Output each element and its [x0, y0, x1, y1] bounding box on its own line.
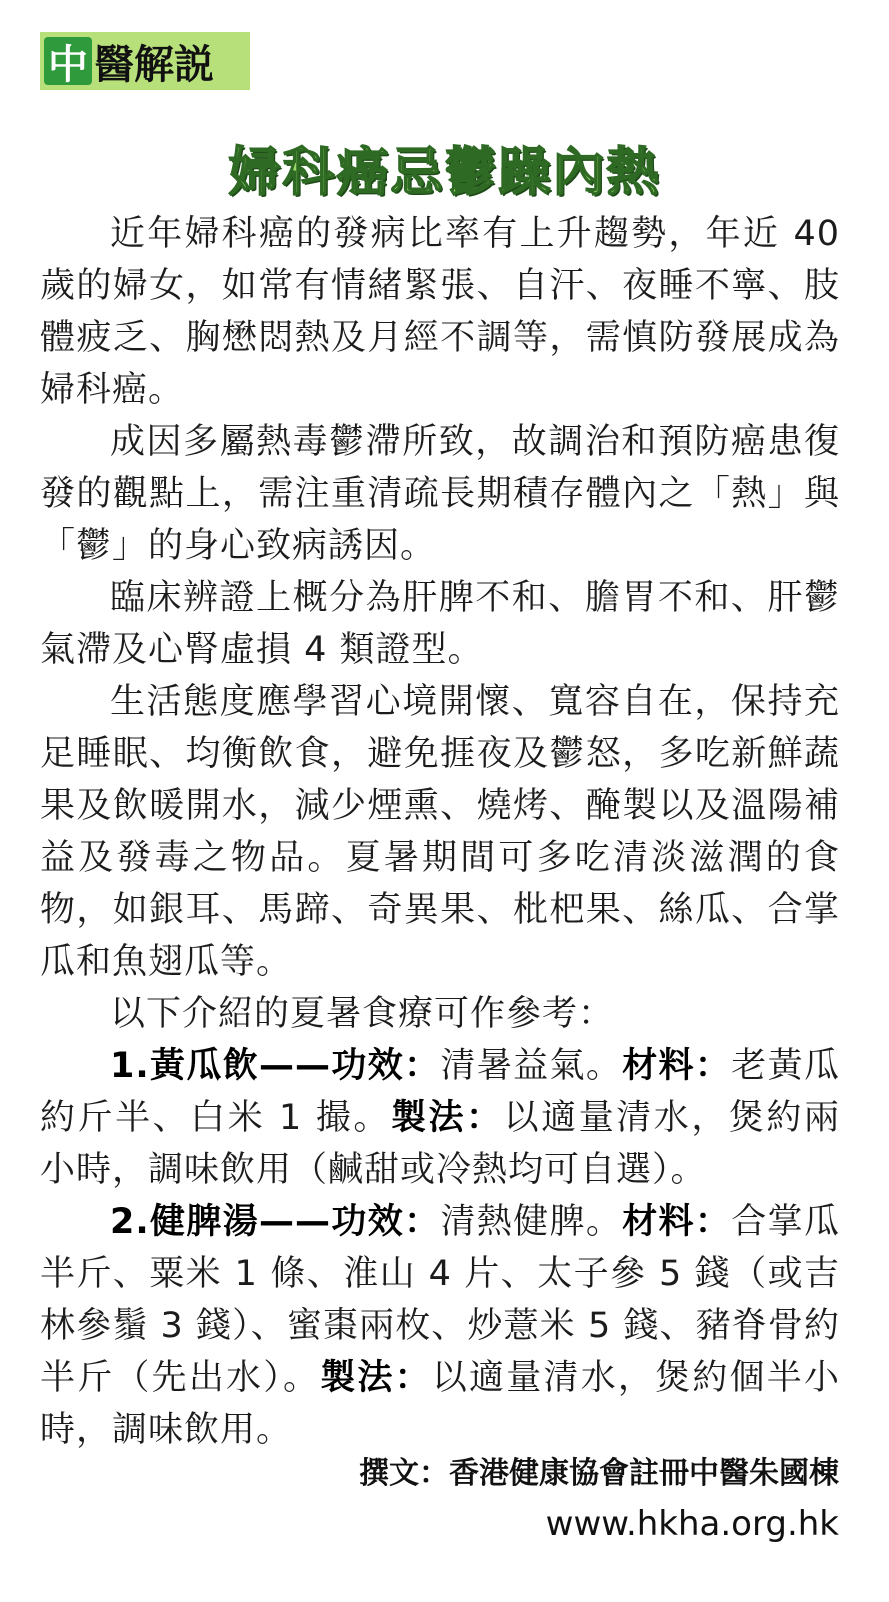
recipe-2-effect: 清熱健脾。: [440, 1202, 623, 1242]
recipe-1-name: 1.黃瓜飲——: [110, 1046, 332, 1086]
recipe-2-materials-label: 材料：: [622, 1202, 732, 1242]
article-body: [40, 208, 840, 1456]
paragraph-2: 成因多屬熱毒鬱滯所致，故調治和預防癌患復發的觀點上，需注重清疏長期積存體內之「熱」與「鬱」的身心致病誘因。: [40, 422, 840, 566]
recipe-1-method: 以適量清水，煲約兩小時，調味飲用（鹹甜或冷熱均可自選）。: [40, 1098, 840, 1190]
column-header: [40, 32, 250, 90]
website-url: www.hkha.org.hk: [545, 1504, 839, 1544]
recipe-1: [40, 1040, 840, 1196]
recipe-1-materials: 老黃瓜約斤半、白米 1 撮。: [40, 1046, 840, 1138]
paragraph-3: 臨床辨證上概分為肝脾不和、膽胃不和、肝鬱氣滯及心腎虛損 4 類證型。: [40, 578, 840, 670]
column-header-text: 醫解説: [94, 41, 214, 88]
recipe-1-materials-label: 材料：: [622, 1046, 732, 1086]
column-header-badge: 中: [44, 37, 92, 85]
recipe-2-method-label: 製法：: [320, 1358, 432, 1398]
recipe-2-effect-label: 功效：: [331, 1202, 441, 1242]
recipe-2: [40, 1196, 840, 1456]
paragraph-1: 近年婦科癌的發病比率有上升趨勢，年近 40 歲的婦女，如常有情緒緊張、自汗、夜睡不寧、肢體疲乏、胸懋悶熱及月經不調等，需慎防發展成為婦科癌。: [40, 214, 840, 410]
article-title: 婦科癌忌鬱躁內熱: [228, 143, 661, 203]
author-byline: 撰文：香港健康協會註冊中醫朱國棟: [359, 1456, 839, 1491]
recipe-1-effect-label: 功效：: [331, 1046, 441, 1086]
paragraph-5: 以下介紹的夏暑食療可作參考：: [110, 994, 615, 1034]
recipe-2-method: 以適量清水，煲約個半小時，調味飲用。: [40, 1358, 840, 1450]
recipe-1-method-label: 製法：: [390, 1098, 504, 1138]
recipe-2-materials: 合掌瓜半斤、粟米 1 條、淮山 4 片、太子參 5 錢（或吉林參鬚 3 錢）、蜜棗兩枚、炒薏米 5 錢、豬脊骨約半斤（先出水）。: [40, 1202, 840, 1398]
paragraph-4: 生活態度應學習心境開懷、寬容自在，保持充足睡眠、均衡飲食，避免捱夜及鬱怒，多吃新鮮蔬果及飲暖開水，減少煙熏、燒烤、醃製以及溫陽補益及發毒之物品。夏暑期間可多吃清淡滋潤的食物，如銀耳、馬蹄、奇異果、枇杷果、絲瓜、合掌瓜和魚翅瓜等。: [40, 682, 840, 982]
recipe-1-effect: 清暑益氣。: [440, 1046, 623, 1086]
recipe-2-name: 2.健脾湯——: [110, 1202, 332, 1242]
